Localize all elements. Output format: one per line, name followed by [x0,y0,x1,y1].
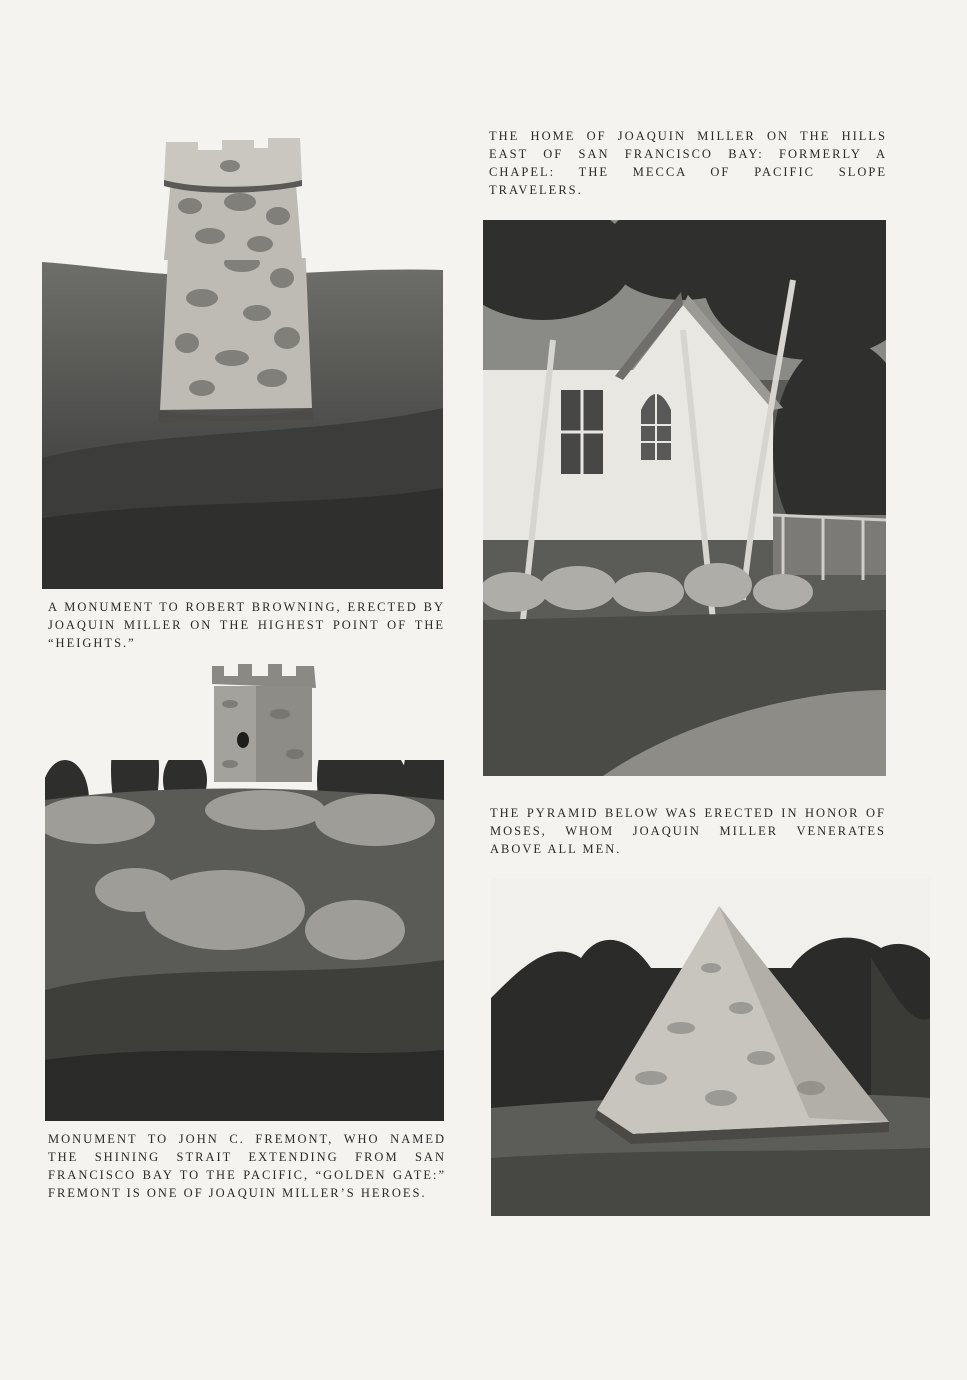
photo-pyramid [491,878,930,1216]
caption-home: THE HOME OF JOAQUIN MILLER ON THE HILLS EAST OF SAN FRANCISCO BAY: FORMERLY A CHAPEL: THE MECCA OF PACIFIC SLOPE TRAVELERS. [489,129,887,197]
photo-fremont-monument [45,760,444,1121]
caption-fremont: MONUMENT TO JOHN C. FREMONT, WHO NAMED THE SHINING STRAIT EXTENDING FROM SAN FRANCISCO BAY TO THE PACIFIC, “GOLDEN GATE:” FREMONT IS ONE OF JOAQUIN MILLER’S HEROES. [48,1132,446,1200]
tower-top-graphic [160,136,306,260]
square-tower-graphic [210,664,320,782]
caption-browning: A MONUMENT TO ROBERT BROWNING, ERECTED BY JOAQUIN MILLER ON THE HIGHEST POINT OF THE “HEIGHTS.” [48,600,445,650]
photo-miller-home [483,220,886,776]
caption-pyramid: THE PYRAMID BELOW WAS ERECTED IN HONOR OF MOSES, WHOM JOAQUIN MILLER VENERATES ABOVE ALL MEN. [490,806,886,856]
photo-browning-monument [42,258,443,589]
